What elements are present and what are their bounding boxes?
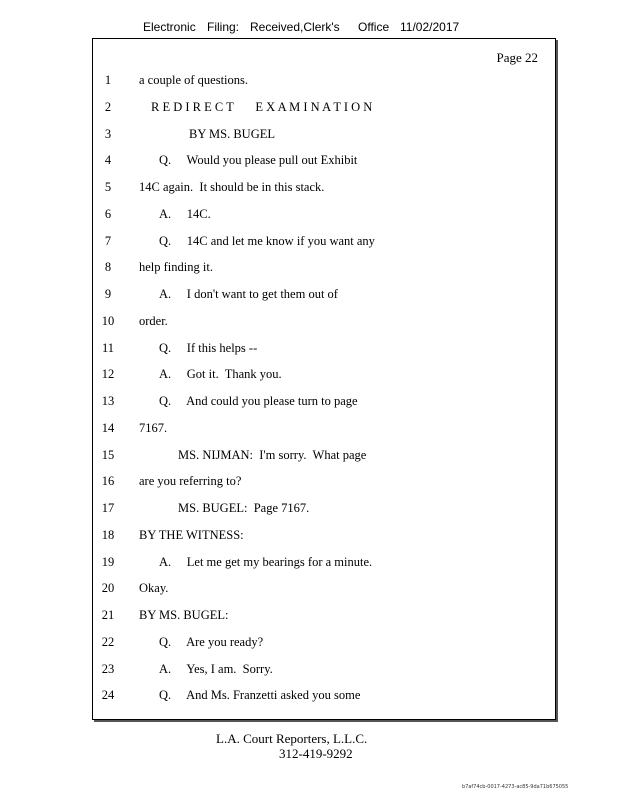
- line-number: 8: [104, 260, 112, 275]
- line-number: 21: [101, 608, 115, 622]
- line-text: MS. BUGEL: Page 7167.: [178, 501, 310, 515]
- line-text: A. Let me get my bearings for a minute.: [159, 554, 373, 569]
- electronic-filing-header: [0, 20, 618, 38]
- line-text: Q. 14C and let me know if you want any: [159, 233, 375, 248]
- line-text: A. 14C.: [159, 206, 211, 221]
- header-office: Office: [358, 20, 390, 34]
- line-number: 10: [101, 313, 115, 328]
- header-filing: Filing:: [207, 20, 240, 34]
- line-number: 7: [104, 233, 112, 248]
- line-number: 13: [101, 394, 115, 408]
- reporter-company: L.A. Court Reporters, L.L.C.: [216, 731, 368, 746]
- line-text: A. Yes, I am. Sorry.: [159, 661, 273, 676]
- line-number: 17: [101, 501, 115, 515]
- line-text: order.: [139, 313, 168, 328]
- line-text: Q. And could you please turn to page: [159, 394, 358, 408]
- line-text: are you referring to?: [139, 474, 242, 489]
- line-text: 7167.: [139, 420, 168, 435]
- line-text: Okay.: [139, 581, 169, 596]
- line-text: MS. NIJMAN: I'm sorry. What page: [178, 447, 367, 462]
- page-number: Page 22: [496, 50, 538, 65]
- line-number: 18: [101, 527, 115, 542]
- line-number: 22: [101, 634, 115, 649]
- document-hash: b7af74cb-0017-4273-ac85-9da71b675055: [462, 784, 569, 790]
- line-text: BY THE WITNESS:: [139, 527, 244, 542]
- line-text: a couple of questions.: [139, 73, 249, 87]
- line-number: 19: [101, 554, 115, 569]
- line-number: 11: [101, 340, 115, 355]
- line-number: 16: [101, 474, 115, 489]
- line-text: BY MS. BUGEL:: [139, 608, 229, 622]
- line-number: 4: [104, 153, 112, 168]
- line-number: 5: [104, 180, 112, 194]
- line-text: BY MS. BUGEL: [189, 126, 276, 141]
- line-text: 14C again. It should be in this stack.: [139, 180, 325, 194]
- line-text: Q. Are you ready?: [159, 634, 264, 649]
- header-received-clerks: Received,Clerk's: [250, 20, 340, 34]
- line-text: A. I don't want to get them out of: [159, 287, 338, 301]
- line-text: R E D I R E C T E X A M I N A T I O N: [151, 99, 373, 114]
- line-number: 20: [101, 581, 115, 596]
- line-number: 24: [101, 688, 115, 703]
- line-number: 2: [104, 99, 112, 114]
- header-electronic: Electronic: [143, 20, 196, 34]
- line-text: Q. Would you please pull out Exhibit: [159, 153, 358, 168]
- line-number: 23: [101, 661, 115, 676]
- line-number: 14: [101, 420, 115, 435]
- line-text: Q. And Ms. Franzetti asked you some: [159, 688, 361, 703]
- line-number: 12: [101, 367, 115, 382]
- line-number: 3: [104, 126, 112, 141]
- line-number: 6: [104, 206, 112, 221]
- line-text: help finding it.: [139, 260, 213, 275]
- line-text: Q. If this helps --: [159, 340, 258, 355]
- line-number: 1: [104, 73, 112, 87]
- transcript-page-frame: [92, 38, 556, 720]
- reporter-phone: 312-419-9292: [279, 746, 353, 761]
- line-number: 15: [101, 447, 115, 462]
- line-text: A. Got it. Thank you.: [159, 367, 282, 382]
- header-date: 11/02/2017: [400, 20, 460, 34]
- line-number: 9: [104, 287, 112, 301]
